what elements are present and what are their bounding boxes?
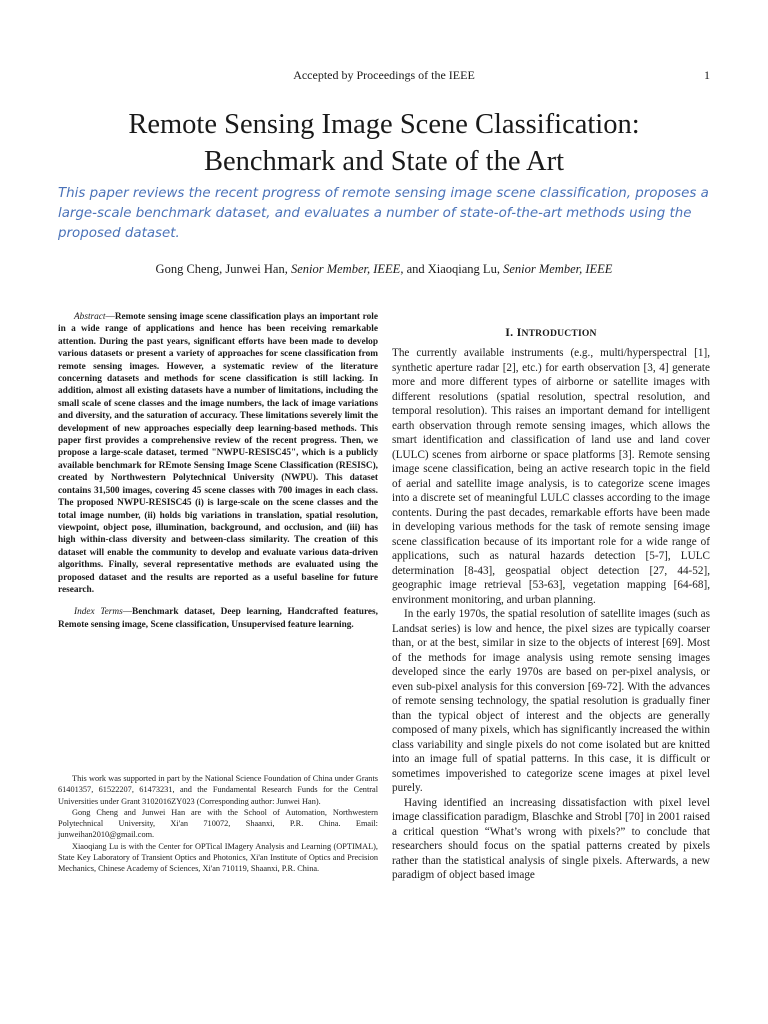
abstract-label: Abstract <box>74 312 106 322</box>
section-heading-introduction <box>392 325 710 340</box>
author-title-2: Senior Member, IEEE <box>503 262 613 276</box>
index-terms-label: Index Terms <box>74 607 123 618</box>
abstract <box>58 311 378 596</box>
running-header: Accepted by Proceedings of the IEEE <box>293 68 475 82</box>
page-number: 1 <box>704 68 710 82</box>
section-rest: NTRODUCTION <box>521 328 597 339</box>
left-column <box>58 311 378 631</box>
body-paragraph: In the early 1970s, the spatial resolution of satellite images (such as Landsat series) is low and hence, the pixel sizes are typically coarser than, or at the best, similar in size to the objects of interest [69]. Most of the methods for image analysis using remote sensing images developed since the early 1970s are based on per-pixel analysis, or even sub-pixel analysis for this conversion [69-72]. With the advances of remote sensing technology, the spatial resolution is gradually finer than the typical object of interest and the objects are generally composed of many pixels, which has significantly increased the within class variability and single pixels do not come isolated but are knitted into an image full of spatial patterns. In this case, it is difficult or sometimes impoverished to categorize scene images at pixel level purely. <box>392 608 710 794</box>
paper-subtitle: This paper reviews the recent progress of remote sensing image scene classification, proposes a large-scale benchmark dataset, and evaluates a number of state-of-the-art methods using the proposed dataset. <box>58 186 709 241</box>
author-line <box>0 262 768 277</box>
footnote-funding: This work was supported in part by the National Science Foundation of China under Grants 61401357, 61522207, 61473231, and the Fundamental Research Funds for the Central Universities under Grant 3102016ZY023 (Corresponding author: Junwei Han). <box>58 774 378 806</box>
footnote-affiliation-2: Xiaoqiang Lu is with the Center for OPTical IMagery Analysis and Learning (OPTIMAL), State Key Laboratory of Transient Optics and Photonics, Xi'an Institute of Optics and Precision Mechanics, Chinese Academy of Sciences, Xi'an 710119, Shaanxi, P.R. China. <box>58 841 378 874</box>
right-column <box>392 325 710 883</box>
title-line-1: Remote Sensing Image Scene Classification: <box>128 109 640 140</box>
abstract-body: Remote sensing image scene classification plays an important role in a wide range of applications and hence has been receiving remarkable attention. During the past years, significant efforts have been made to develop various datasets or present a variety of approaches for scene classification from remote sensing images. However, a systematic review of the literature concerning datasets and methods for scene classification is still lacking. In addition, almost all existing datasets have a number of limitations, including the small scale of scene classes and the image numbers, the lack of image variations and diversity, and the saturation of accuracy. These limitations severely limit the development of new approaches especially deep learning-based methods. This paper first provides a comprehensive review of the recent progress. Then, we propose a large-scale dataset, termed "NWPU-RESISC45", which is a publicly available benchmark for REmote Sensing Image Scene Classification (RESISC), created by Northwestern Polytechnical University (NWPU). This dataset contains 31,500 images, covering 45 scene classes with 700 images in each class. The proposed NWPU-RESISC45 (i) is large-scale on the scene classes and the total image number, (ii) holds big variations in translation, spatial resolution, viewpoint, object pose, illumination, background, and occlusion, and (iii) has high within-class diversity and between-class similarity. The creation of this dataset will enable the community to develop and evaluate various data-driven algorithms. Finally, several representative methods are evaluated using the proposed dataset and the results are reported as a useful baseline for future research. <box>58 312 378 595</box>
footnotes <box>58 773 378 875</box>
abstract-dash: — <box>105 312 115 322</box>
footnote-affiliation-1: Gong Cheng and Junwei Han are with the School of Automation, Northwestern Polytechnical University, Xi'an 710072, Shaanxi, P.R. China. Email: junweihan2010@gmail.com. <box>58 807 378 840</box>
paper-title <box>40 106 728 180</box>
author-names-2: , and Xiaoqiang Lu, <box>400 262 504 276</box>
index-terms-body: Benchmark dataset, Deep learning, Handcrafted features, Remote sensing image, Scene classification, Unsupervised feature learning. <box>58 607 378 630</box>
body-paragraph: The currently available instruments (e.g., multi/hyperspectral [1], synthetic aperture radar [2], etc.) for earth observation [3, 4] generate more and more different types of airborne or satellite images with different resolutions (spatial resolution, spectral resolution, and temporal resolution). This raises an important demand for intelligent earth observation through remote sensing images, which allows the smart identification and classification of land use and land cover (LULC) scenes from airborne or space platforms [3]. Remote sensing image scene classification, being an active research topic in the field of aerial and satellite image analysis, is to categorize scene images into a discrete set of meaningful LULC classes according to the image contents. During the past decades, remarkable efforts have been made in developing various methods for the task of remote sensing image scene classification because of its important role for a wide range of applications, such as natural hazards detection [5-7], LULC determination [8-43], geospatial object detection [27, 44-52], geographic image retrieval [53-63], vegetation mapping [64-68], environment monitoring, and urban planning. <box>392 347 710 606</box>
author-title-1: Senior Member, IEEE <box>290 262 401 276</box>
section-first-letter: I <box>516 325 522 339</box>
title-line-2: Benchmark and State of the Art <box>203 146 565 177</box>
author-names-1: Gong Cheng, Junwei Han, <box>155 262 291 276</box>
index-terms <box>58 606 378 631</box>
index-terms-dash: — <box>122 607 133 618</box>
body-paragraph: Having identified an increasing dissatisfaction with pixel level image classification paradigm, Blaschke and Strobl [70] in 2001 raised a critical question “What’s wrong with pixels?” to conclude that researchers should focus on the spatial patterns created by pixels rather than the statistical analysis of single pixels. Afterwards, a new paradigm of object based image <box>392 796 710 881</box>
section-numeral: I. <box>505 325 517 339</box>
